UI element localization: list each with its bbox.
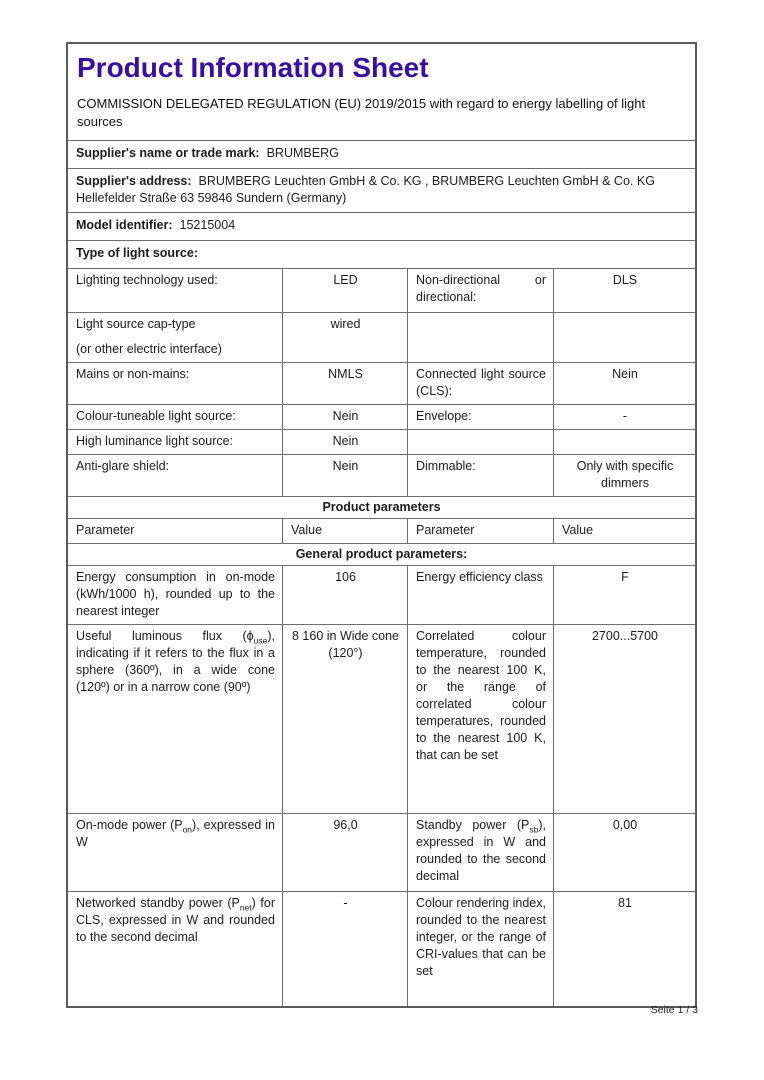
param-value-cell: Nein	[553, 363, 695, 404]
row-value: BRUMBERG	[266, 145, 339, 160]
networked-standby-row	[68, 891, 695, 1006]
param-label-cell: Useful luminous flux $(\phi_{use})$, indicating if it refers to the flux in a sphere (360º), in a wide cone (120º) or in a narrow cone (90º)	[76, 628, 275, 694]
param-label-cell: Parameter	[76, 522, 135, 537]
param-label-cell: Colour-tuneable light source:	[76, 408, 236, 423]
param-value-cell: 2700...5700	[553, 625, 695, 813]
param-label-cell: Energy consumption in on-mode (kWh/1000 h), rounded up to the nearest integer	[76, 569, 275, 618]
energy-consumption-row	[68, 565, 695, 624]
param-value-cell: DLS	[553, 269, 695, 312]
param-value-cell: -	[282, 892, 407, 1006]
param-label-cell: Non-directional or directional:	[407, 269, 553, 312]
param-value-header-row	[68, 518, 695, 543]
page-subtitle: COMMISSION DELEGATED REGULATION (EU) 2019/2015 with regard to energy labelling of light sources	[77, 95, 646, 130]
anti-glare-row	[68, 454, 695, 496]
mains-row	[68, 362, 695, 404]
row-label: Supplier's address:	[76, 173, 192, 188]
lighting-technology-row	[68, 268, 695, 312]
param-label-cell	[407, 313, 553, 362]
param-value-cell: F	[553, 566, 695, 624]
param-value-cell: Nein	[282, 455, 407, 496]
param-value-cell: NMLS	[282, 363, 407, 404]
page-title: Product Information Sheet	[77, 52, 429, 83]
model-identifier-row	[68, 212, 695, 240]
supplier-name-row	[68, 140, 695, 168]
param-label-cell: Connected light source (CLS):	[407, 363, 553, 404]
row-label: Model identifier:	[76, 217, 173, 232]
param-label-cell: Energy efficiency class	[407, 566, 553, 624]
general-product-parameters-header: General product parameters:	[68, 543, 695, 565]
param-label-cell: Colour rendering index, rounded to the nearest integer, or the range of CRI-values that can be set	[407, 892, 553, 1006]
param-value-cell: 8 160 in Wide cone (120°)	[282, 625, 407, 813]
row-value: BRUMBERG Leuchten GmbH & Co. KG , BRUMBERG Leuchten GmbH & Co. KG Hellefelder Straße 63 59846 Sundern (Germany)	[76, 173, 655, 205]
param-value-cell: LED	[282, 269, 407, 312]
param-value-cell: -	[553, 405, 695, 429]
row-value: 15215004	[179, 217, 236, 232]
title-block	[68, 44, 695, 140]
param-value-cell: Value	[553, 519, 695, 543]
param-label-cell: Standby power $(P_{sb})$, expressed in W and rounded to the second decimal	[407, 814, 553, 891]
param-label-cell: Parameter	[407, 519, 553, 543]
supplier-address-row	[68, 168, 695, 212]
cap-type-row	[68, 312, 695, 362]
product-parameters-header: Product parameters	[68, 496, 695, 518]
product-information-sheet	[66, 42, 697, 1008]
param-value-cell: wired	[282, 313, 407, 362]
param-label-cell: Anti-glare shield:	[76, 458, 170, 473]
param-label-cell: Dimmable:	[407, 455, 553, 496]
param-label-cell: Correlated colour temperature, rounded to the nearest 100 K, or the range of correlated colour temperatures, rounded to the nearest 100 K, that can be set	[407, 625, 553, 813]
high-luminance-row	[68, 429, 695, 454]
param-label-cell: Light source cap-type (or other electric interface)	[76, 316, 222, 356]
type-of-light-source-row	[68, 240, 695, 268]
param-value-cell: 106	[282, 566, 407, 624]
param-label-cell: On-mode power $(P_{on})$, expressed in W	[76, 817, 275, 849]
param-value-cell: Nein	[282, 430, 407, 454]
param-value-cell: 96,0	[282, 814, 407, 891]
param-value-cell	[553, 430, 695, 454]
param-label-cell: Networked standby power $(P_{net})$ for CLS, expressed in W and rounded to the second decimal	[76, 895, 275, 944]
colour-tuneable-row	[68, 404, 695, 429]
param-value-cell: Value	[282, 519, 407, 543]
on-mode-power-row	[68, 813, 695, 891]
param-value-cell: 81	[553, 892, 695, 1006]
param-value-cell: 0,00	[553, 814, 695, 891]
page-number-label: Seite 1 / 3	[650, 1004, 698, 1016]
param-value-cell	[553, 313, 695, 362]
param-value-cell: Only with specific dimmers	[553, 455, 695, 496]
param-label-cell: Envelope:	[407, 405, 553, 429]
row-label: Type of light source:	[76, 245, 198, 260]
param-label-cell: Mains or non-mains:	[76, 366, 190, 381]
param-label-cell: Lighting technology used:	[76, 272, 218, 287]
param-label-cell: High luminance light source:	[76, 433, 234, 448]
luminous-flux-row	[68, 624, 695, 813]
param-label-cell	[407, 430, 553, 454]
param-value-cell: Nein	[282, 405, 407, 429]
row-label: Supplier's name or trade mark:	[76, 145, 260, 160]
